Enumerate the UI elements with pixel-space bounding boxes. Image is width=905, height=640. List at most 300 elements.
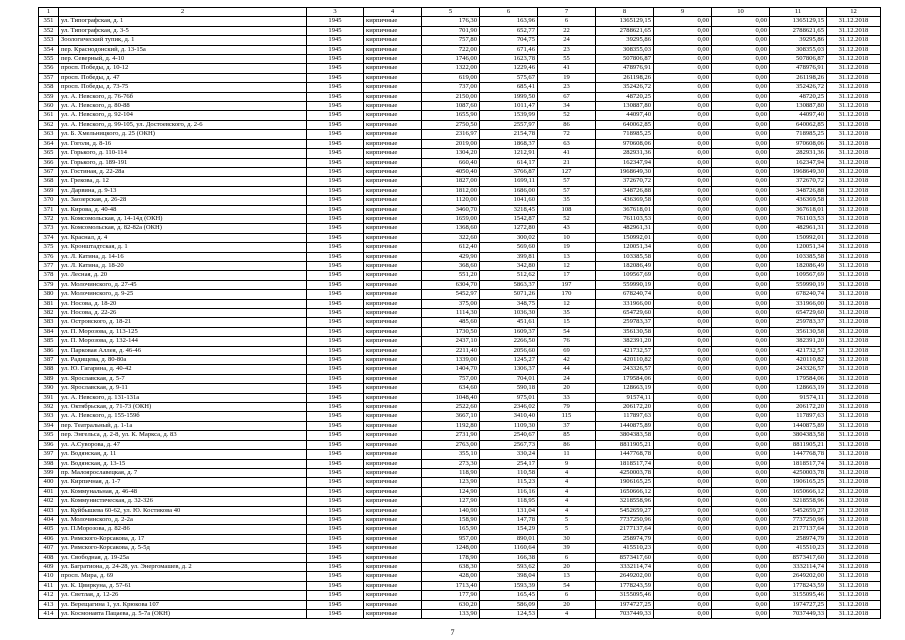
total-cell: 162347,94 — [770, 158, 827, 167]
count-cell: 23 — [538, 83, 596, 92]
cost-cell: 243326,57 — [596, 365, 654, 374]
address-cell: ул. Носова, д. 22-26 — [59, 309, 307, 318]
count-cell: 54 — [538, 327, 596, 336]
date-cell: 31.12.2018 — [827, 177, 881, 186]
wall-material-cell: кирпичные — [364, 102, 422, 111]
date-cell: 31.12.2018 — [827, 346, 881, 355]
count-cell: 44 — [538, 365, 596, 374]
total-cell: 559990,19 — [770, 280, 827, 289]
address-cell: просп. Победы, д. 10-12 — [59, 64, 307, 73]
count-cell: 30 — [538, 534, 596, 543]
wall-material-cell: кирпичные — [364, 224, 422, 233]
cost-cell: 436369,58 — [596, 196, 654, 205]
area-cell: 1304,20 — [422, 149, 480, 158]
date-cell: 31.12.2018 — [827, 271, 881, 280]
amount-a-cell: 0,00 — [654, 92, 712, 101]
amount-a-cell: 0,00 — [654, 403, 712, 412]
amount-b-cell: 0,00 — [712, 534, 770, 543]
year-cell: 1945 — [307, 421, 364, 430]
table-row — [39, 36, 881, 45]
amount-a-cell: 0,00 — [654, 468, 712, 477]
count-cell: 54 — [538, 581, 596, 590]
amount-a-cell: 0,00 — [654, 158, 712, 167]
total-cell: 1447768,78 — [770, 450, 827, 459]
amount-a-cell: 0,00 — [654, 214, 712, 223]
amount-b-cell: 0,00 — [712, 581, 770, 590]
wall-material-cell: кирпичные — [364, 186, 422, 195]
living-area-cell: 115,23 — [480, 478, 538, 487]
wall-material-cell: кирпичные — [364, 158, 422, 167]
date-cell: 31.12.2018 — [827, 459, 881, 468]
amount-b-cell: 0,00 — [712, 261, 770, 270]
amount-b-cell: 0,00 — [712, 384, 770, 393]
year-cell: 1945 — [307, 102, 364, 111]
area-cell: 375,00 — [422, 299, 480, 308]
address-cell: просп. Мира, д. 69 — [59, 572, 307, 581]
amount-b-cell: 0,00 — [712, 252, 770, 261]
column-header: 7 — [538, 8, 596, 17]
cost-cell: 356130,58 — [596, 327, 654, 336]
living-area-cell: 614,17 — [480, 158, 538, 167]
year-cell: 1945 — [307, 591, 364, 600]
year-cell: 1945 — [307, 327, 364, 336]
amount-b-cell: 0,00 — [712, 365, 770, 374]
area-cell: 1404,70 — [422, 365, 480, 374]
year-cell: 1945 — [307, 544, 364, 553]
amount-a-cell: 0,00 — [654, 26, 712, 35]
amount-b-cell: 0,00 — [712, 280, 770, 289]
amount-a-cell: 0,00 — [654, 205, 712, 214]
wall-material-cell: кирпичные — [364, 421, 422, 430]
date-cell: 31.12.2018 — [827, 149, 881, 158]
amount-b-cell: 0,00 — [712, 374, 770, 383]
table-row — [39, 299, 881, 308]
total-cell: 367618,01 — [770, 205, 827, 214]
area-cell: 1655,90 — [422, 111, 480, 120]
cost-cell: 308355,03 — [596, 45, 654, 54]
row-index-cell: 378 — [39, 271, 59, 280]
amount-b-cell: 0,00 — [712, 299, 770, 308]
amount-a-cell: 0,00 — [654, 45, 712, 54]
living-area-cell: 131,04 — [480, 506, 538, 515]
count-cell: 57 — [538, 186, 596, 195]
living-area-cell: 166,38 — [480, 553, 538, 562]
total-cell: 182086,49 — [770, 261, 827, 270]
living-area-cell: 1868,37 — [480, 139, 538, 148]
amount-b-cell: 0,00 — [712, 167, 770, 176]
amount-b-cell: 0,00 — [712, 139, 770, 148]
table-row — [39, 374, 881, 383]
year-cell: 1945 — [307, 186, 364, 195]
wall-material-cell: кирпичные — [364, 261, 422, 270]
cost-cell: 1974727,25 — [596, 600, 654, 609]
count-cell: 127 — [538, 167, 596, 176]
year-cell: 1945 — [307, 55, 364, 64]
year-cell: 1945 — [307, 450, 364, 459]
amount-b-cell: 0,00 — [712, 468, 770, 477]
amount-a-cell: 0,00 — [654, 562, 712, 571]
row-index-cell: 364 — [39, 139, 59, 148]
date-cell: 31.12.2018 — [827, 205, 881, 214]
amount-b-cell: 0,00 — [712, 591, 770, 600]
living-area-cell: 1699,11 — [480, 177, 538, 186]
wall-material-cell: кирпичные — [364, 214, 422, 223]
count-cell: 42 — [538, 356, 596, 365]
living-area-cell: 118,95 — [480, 497, 538, 506]
address-cell: ул. К. Цвиркуна, д. 57-61 — [59, 581, 307, 590]
table-row — [39, 186, 881, 195]
table-row — [39, 158, 881, 167]
amount-b-cell: 0,00 — [712, 515, 770, 524]
date-cell: 31.12.2018 — [827, 431, 881, 440]
amount-a-cell: 0,00 — [654, 224, 712, 233]
amount-a-cell: 0,00 — [654, 73, 712, 82]
table-row — [39, 346, 881, 355]
row-index-cell: 374 — [39, 233, 59, 242]
total-cell: 2177137,64 — [770, 525, 827, 534]
date-cell: 31.12.2018 — [827, 55, 881, 64]
wall-material-cell: кирпичные — [364, 431, 422, 440]
year-cell: 1945 — [307, 111, 364, 120]
amount-a-cell: 0,00 — [654, 497, 712, 506]
amount-b-cell: 0,00 — [712, 196, 770, 205]
area-cell: 1048,40 — [422, 393, 480, 402]
amount-b-cell: 0,00 — [712, 120, 770, 129]
year-cell: 1945 — [307, 45, 364, 54]
living-area-cell: 1036,30 — [480, 309, 538, 318]
table-row — [39, 393, 881, 402]
count-cell: 24 — [538, 374, 596, 383]
address-cell: ул. Светлая, д. 12-26 — [59, 591, 307, 600]
wall-material-cell: кирпичные — [364, 337, 422, 346]
cost-cell: 372670,72 — [596, 177, 654, 186]
column-header: 4 — [364, 8, 422, 17]
wall-material-cell: кирпичные — [364, 64, 422, 73]
row-index-cell: 361 — [39, 111, 59, 120]
table-row — [39, 487, 881, 496]
cost-cell: 2788621,65 — [596, 26, 654, 35]
cost-cell: 420110,82 — [596, 356, 654, 365]
year-cell: 1945 — [307, 290, 364, 299]
area-cell: 619,00 — [422, 73, 480, 82]
year-cell: 1945 — [307, 36, 364, 45]
year-cell: 1945 — [307, 318, 364, 327]
year-cell: 1945 — [307, 252, 364, 261]
living-area-cell: 575,67 — [480, 73, 538, 82]
total-cell: 718985,25 — [770, 130, 827, 139]
amount-a-cell: 0,00 — [654, 252, 712, 261]
count-cell: 108 — [538, 205, 596, 214]
cost-cell: 1906165,25 — [596, 478, 654, 487]
wall-material-cell: кирпичные — [364, 525, 422, 534]
living-area-cell: 116,16 — [480, 487, 538, 496]
address-cell: ул. Островского, д. 18-21 — [59, 318, 307, 327]
count-cell: 86 — [538, 120, 596, 129]
area-cell: 757,80 — [422, 36, 480, 45]
year-cell: 1945 — [307, 515, 364, 524]
date-cell: 31.12.2018 — [827, 572, 881, 581]
amount-b-cell: 0,00 — [712, 506, 770, 515]
amount-b-cell: 0,00 — [712, 55, 770, 64]
total-cell: 5452659,27 — [770, 506, 827, 515]
total-cell: 761103,53 — [770, 214, 827, 223]
address-cell: Зоологический тупик, д. 1 — [59, 36, 307, 45]
living-area-cell: 1229,46 — [480, 64, 538, 73]
year-cell: 1945 — [307, 177, 364, 186]
table-row — [39, 309, 881, 318]
date-cell: 31.12.2018 — [827, 290, 881, 299]
cost-cell: 44097,40 — [596, 111, 654, 120]
row-index-cell: 384 — [39, 327, 59, 336]
total-cell: 436369,58 — [770, 196, 827, 205]
area-cell: 2763,00 — [422, 440, 480, 449]
area-cell: 2211,40 — [422, 346, 480, 355]
total-cell: 372670,72 — [770, 177, 827, 186]
date-cell: 31.12.2018 — [827, 158, 881, 167]
count-cell: 13 — [538, 572, 596, 581]
total-cell: 678240,74 — [770, 290, 827, 299]
date-cell: 31.12.2018 — [827, 45, 881, 54]
row-index-cell: 399 — [39, 468, 59, 477]
area-cell: 2750,50 — [422, 120, 480, 129]
cost-cell: 559990,19 — [596, 280, 654, 289]
amount-b-cell: 0,00 — [712, 487, 770, 496]
table-row — [39, 196, 881, 205]
date-cell: 31.12.2018 — [827, 506, 881, 515]
cost-cell: 179584,06 — [596, 374, 654, 383]
date-cell: 31.12.2018 — [827, 544, 881, 553]
row-index-cell: 401 — [39, 487, 59, 496]
amount-b-cell: 0,00 — [712, 36, 770, 45]
amount-a-cell: 0,00 — [654, 374, 712, 383]
total-cell: 420110,82 — [770, 356, 827, 365]
total-cell: 1440875,89 — [770, 421, 827, 430]
table-row — [39, 591, 881, 600]
address-cell: ул. Дарвина, д. 9-13 — [59, 186, 307, 195]
living-area-cell: 2266,50 — [480, 337, 538, 346]
count-cell: 55 — [538, 55, 596, 64]
living-area-cell: 163,96 — [480, 17, 538, 26]
row-index-cell: 408 — [39, 553, 59, 562]
row-index-cell: 396 — [39, 440, 59, 449]
date-cell: 31.12.2018 — [827, 261, 881, 270]
wall-material-cell: кирпичные — [364, 478, 422, 487]
living-area-cell: 3766,87 — [480, 167, 538, 176]
year-cell: 1945 — [307, 553, 364, 562]
date-cell: 31.12.2018 — [827, 374, 881, 383]
table-row — [39, 318, 881, 327]
address-cell: ул. Горького, д. 189-191 — [59, 158, 307, 167]
address-cell: ул. Лесная, д. 20 — [59, 271, 307, 280]
count-cell: 5 — [538, 525, 596, 534]
cost-cell: 1650666,12 — [596, 487, 654, 496]
column-header: 3 — [307, 8, 364, 17]
amount-b-cell: 0,00 — [712, 459, 770, 468]
wall-material-cell: кирпичные — [364, 544, 422, 553]
row-index-cell: 359 — [39, 92, 59, 101]
count-cell: 69 — [538, 346, 596, 355]
count-cell: 41 — [538, 64, 596, 73]
table-row — [39, 337, 881, 346]
year-cell: 1945 — [307, 468, 364, 477]
count-cell: 11 — [538, 450, 596, 459]
address-cell: ул. А. Невского, д. 76-76б — [59, 92, 307, 101]
column-header: 1 — [39, 8, 59, 17]
living-area-cell: 124,53 — [480, 610, 538, 619]
amount-a-cell: 0,00 — [654, 120, 712, 129]
address-cell: ул. Комсомольская, д. 14-14д (ОКН) — [59, 214, 307, 223]
total-cell: 258974,79 — [770, 534, 827, 543]
date-cell: 31.12.2018 — [827, 318, 881, 327]
count-cell: 20 — [538, 562, 596, 571]
date-cell: 31.12.2018 — [827, 534, 881, 543]
table-row — [39, 497, 881, 506]
area-cell: 322,60 — [422, 233, 480, 242]
count-cell: 21 — [538, 158, 596, 167]
amount-b-cell: 0,00 — [712, 450, 770, 459]
count-cell: 10 — [538, 233, 596, 242]
living-area-cell: 704,01 — [480, 374, 538, 383]
year-cell: 1945 — [307, 431, 364, 440]
amount-b-cell: 0,00 — [712, 356, 770, 365]
amount-a-cell: 0,00 — [654, 600, 712, 609]
amount-a-cell: 0,00 — [654, 130, 712, 139]
cost-cell: 5452659,27 — [596, 506, 654, 515]
amount-b-cell: 0,00 — [712, 224, 770, 233]
row-index-cell: 377 — [39, 261, 59, 270]
area-cell: 429,90 — [422, 252, 480, 261]
wall-material-cell: кирпичные — [364, 26, 422, 35]
table-row — [39, 421, 881, 430]
amount-a-cell: 0,00 — [654, 290, 712, 299]
table-row — [39, 64, 881, 73]
year-cell: 1945 — [307, 610, 364, 619]
date-cell: 31.12.2018 — [827, 468, 881, 477]
cost-cell: 3155095,46 — [596, 591, 654, 600]
column-header: 6 — [480, 8, 538, 17]
address-cell: ул. Багратиона, д. 24-28, ул. Энергомашев, д. 2 — [59, 562, 307, 571]
living-area-cell: 330,24 — [480, 450, 538, 459]
row-index-cell: 409 — [39, 562, 59, 571]
amount-b-cell: 0,00 — [712, 186, 770, 195]
amount-b-cell: 0,00 — [712, 600, 770, 609]
column-header: 9 — [654, 8, 712, 17]
wall-material-cell: кирпичные — [364, 205, 422, 214]
amount-a-cell: 0,00 — [654, 478, 712, 487]
area-cell: 2316,97 — [422, 130, 480, 139]
row-index-cell: 402 — [39, 497, 59, 506]
living-area-cell: 2557,97 — [480, 120, 538, 129]
date-cell: 31.12.2018 — [827, 327, 881, 336]
date-cell: 31.12.2018 — [827, 309, 881, 318]
amount-b-cell: 0,00 — [712, 92, 770, 101]
amount-a-cell: 0,00 — [654, 177, 712, 186]
row-index-cell: 368 — [39, 177, 59, 186]
total-cell: 1650666,12 — [770, 487, 827, 496]
table-row — [39, 83, 881, 92]
row-index-cell: 405 — [39, 525, 59, 534]
wall-material-cell: кирпичные — [364, 92, 422, 101]
amount-b-cell: 0,00 — [712, 17, 770, 26]
count-cell: 24 — [538, 36, 596, 45]
area-cell: 722,00 — [422, 45, 480, 54]
address-cell: ул. Коммунальная, д. 46-48 — [59, 487, 307, 496]
cost-cell: 1778243,59 — [596, 581, 654, 590]
date-cell: 31.12.2018 — [827, 130, 881, 139]
housing-register-table — [38, 7, 881, 619]
amount-a-cell: 0,00 — [654, 581, 712, 590]
table-row — [39, 450, 881, 459]
total-cell: 1778243,59 — [770, 581, 827, 590]
address-cell: ул. Верещагина 1, ул. Крюкова 107 — [59, 600, 307, 609]
address-cell: ул. А. Невского, д. 99-105, ул. Достоевского, д. 2-6 — [59, 120, 307, 129]
count-cell: 6 — [538, 17, 596, 26]
row-index-cell: 351 — [39, 17, 59, 26]
cost-cell: 261198,26 — [596, 73, 654, 82]
amount-b-cell: 0,00 — [712, 544, 770, 553]
amount-b-cell: 0,00 — [712, 26, 770, 35]
count-cell: 34 — [538, 102, 596, 111]
date-cell: 31.12.2018 — [827, 17, 881, 26]
area-cell: 177,90 — [422, 591, 480, 600]
date-cell: 31.12.2018 — [827, 497, 881, 506]
living-area-cell: 1041,60 — [480, 196, 538, 205]
table-row — [39, 290, 881, 299]
area-cell: 1746,00 — [422, 55, 480, 64]
total-cell: 103385,58 — [770, 252, 827, 261]
date-cell: 31.12.2018 — [827, 92, 881, 101]
amount-a-cell: 0,00 — [654, 318, 712, 327]
area-cell: 176,30 — [422, 17, 480, 26]
year-cell: 1945 — [307, 271, 364, 280]
date-cell: 31.12.2018 — [827, 224, 881, 233]
amount-b-cell: 0,00 — [712, 393, 770, 402]
column-header: 10 — [712, 8, 770, 17]
address-cell: пер. Краснодонский, д. 13-15а — [59, 45, 307, 54]
date-cell: 31.12.2018 — [827, 591, 881, 600]
cost-cell: 331966,00 — [596, 299, 654, 308]
row-index-cell: 352 — [39, 26, 59, 35]
count-cell: 170 — [538, 290, 596, 299]
amount-a-cell: 0,00 — [654, 356, 712, 365]
row-index-cell: 354 — [39, 45, 59, 54]
wall-material-cell: кирпичные — [364, 374, 422, 383]
cost-cell: 2649202,00 — [596, 572, 654, 581]
table-row — [39, 280, 881, 289]
total-cell: 421732,57 — [770, 346, 827, 355]
amount-b-cell: 0,00 — [712, 83, 770, 92]
total-cell: 8573417,60 — [770, 553, 827, 562]
row-index-cell: 363 — [39, 130, 59, 139]
living-area-cell: 1999,50 — [480, 92, 538, 101]
total-cell: 48720,25 — [770, 92, 827, 101]
amount-b-cell: 0,00 — [712, 327, 770, 336]
living-area-cell: 1011,47 — [480, 102, 538, 111]
row-index-cell: 407 — [39, 544, 59, 553]
year-cell: 1945 — [307, 581, 364, 590]
year-cell: 1945 — [307, 459, 364, 468]
row-index-cell: 365 — [39, 149, 59, 158]
table-row — [39, 553, 881, 562]
table-row — [39, 572, 881, 581]
area-cell: 634,60 — [422, 384, 480, 393]
area-cell: 1192,80 — [422, 421, 480, 430]
cost-cell: 1447768,78 — [596, 450, 654, 459]
row-index-cell: 358 — [39, 83, 59, 92]
amount-b-cell: 0,00 — [712, 243, 770, 252]
date-cell: 31.12.2018 — [827, 562, 881, 571]
cost-cell: 352426,72 — [596, 83, 654, 92]
